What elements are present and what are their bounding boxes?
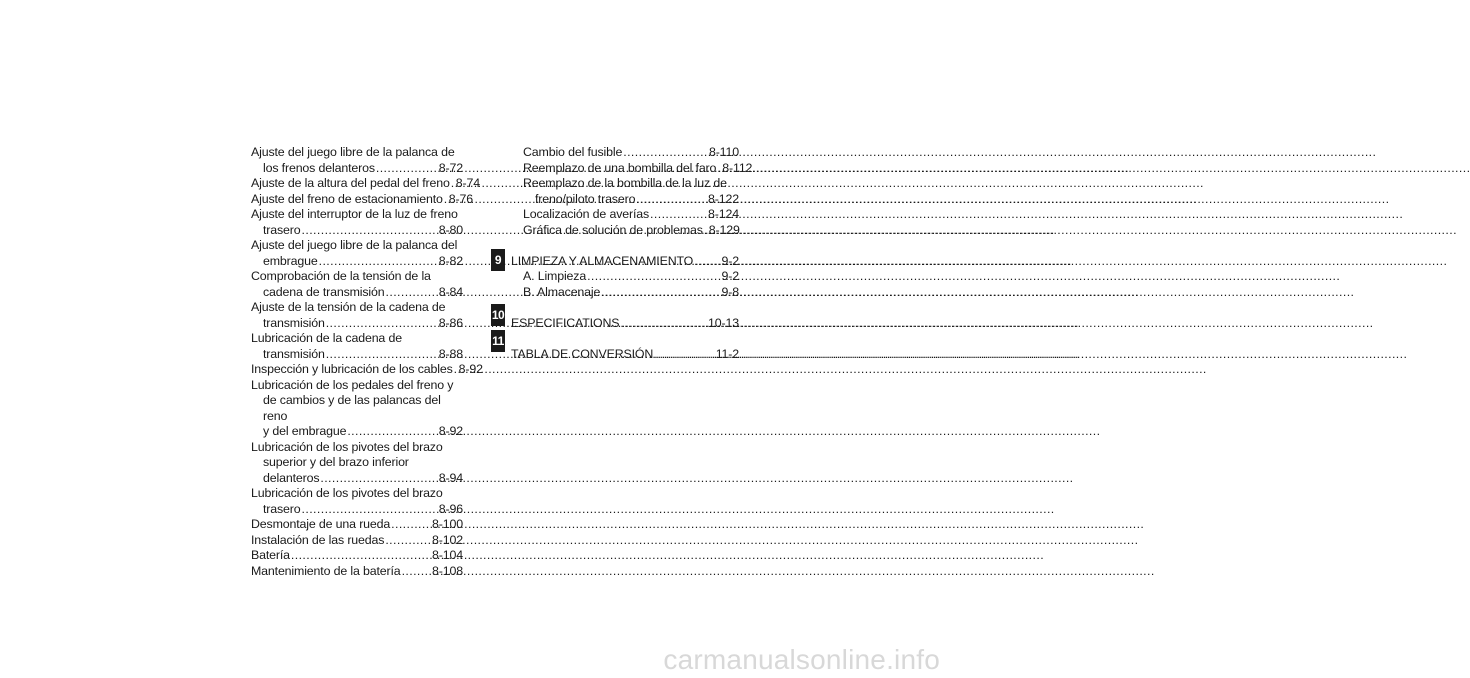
toc-entry-title: Gráfica de solución de problemas [523, 222, 703, 237]
toc-entry-title: B. Almacenaje [523, 284, 601, 299]
toc-entry[interactable] [251, 440, 463, 487]
toc-entry-title: Cambio del fusible [523, 145, 623, 159]
toc-entry[interactable] [251, 238, 463, 269]
dot-leader [291, 548, 431, 564]
dot-leader [376, 161, 438, 177]
toc-entry-title: cadena de transmisión [263, 284, 385, 299]
toc-entry-line: Comprobación de la tensión de la [251, 269, 431, 283]
toc-entry[interactable] [511, 176, 739, 207]
chapter-tab-9[interactable]: 9 [491, 249, 505, 271]
toc-entry-title: los frenos delanteros [263, 160, 375, 175]
chapter-tab-11[interactable]: 11 [491, 330, 505, 352]
toc-entry-page: 8-129 [708, 222, 740, 237]
toc-entry[interactable] [251, 517, 463, 533]
toc-entry-last-line[interactable] [251, 316, 463, 332]
toc-entry-last-line[interactable] [251, 502, 463, 518]
toc-entry-last-line[interactable] [251, 223, 463, 239]
toc-entry-last-line[interactable] [251, 517, 463, 533]
toc-entry-page: 8-76 [448, 191, 473, 206]
dot-leader [636, 192, 707, 208]
toc-entry-page: 8-122 [708, 191, 739, 206]
toc-entry-page: 8-112 [722, 160, 753, 175]
toc-entry-last-line[interactable] [251, 176, 480, 192]
toc-entry-last-line[interactable] [251, 533, 463, 549]
dot-leader [326, 316, 438, 332]
toc-entry-line: superior y del brazo inferior [263, 455, 409, 469]
toc-entry-title: Localización de averías [523, 207, 650, 221]
dot-leader [717, 161, 721, 177]
dot-leader [385, 533, 431, 549]
dot-leader [386, 285, 438, 301]
toc-entry-title: transmisión [263, 315, 325, 330]
toc-entry-last-line[interactable] [251, 254, 463, 270]
toc-entry-title: Reemplazo de una bombilla del faro [523, 160, 717, 175]
toc-left-column [251, 145, 483, 579]
chapter-tab-10[interactable]: 10 [491, 304, 505, 326]
toc-entry-page: 9-8 [721, 284, 739, 299]
toc-entry-last-line[interactable] [251, 347, 463, 363]
toc-entry-title: transmisión [263, 346, 325, 361]
dot-leader [391, 517, 431, 533]
toc-entry-page: 8-110 [708, 145, 739, 159]
toc-entry-line: Lubricación de los pedales del freno y [251, 377, 454, 392]
toc-entry-title: freno/piloto trasero [535, 191, 636, 206]
dot-leader [454, 362, 458, 378]
toc-entry-page: 8-102 [432, 532, 463, 547]
toc-entry-last-line[interactable] [523, 145, 739, 161]
toc-entry-title: trasero [263, 222, 301, 237]
toc-entry-page: 9-2 [721, 269, 739, 283]
toc-entry-chapter10[interactable]: ESPECIFICATIONS ..... 10-13 [511, 316, 739, 332]
dot-leader [302, 502, 438, 518]
toc-entry-page: 8-100 [432, 517, 463, 531]
dot-leader [587, 269, 720, 285]
toc-entry-last-line[interactable] [251, 548, 463, 564]
toc-entry[interactable] [511, 223, 739, 239]
toc-entry-last-line[interactable] [251, 191, 473, 208]
toc-entry-last-line[interactable] [523, 223, 739, 239]
toc-entry[interactable] [251, 378, 463, 440]
toc-subentry[interactable] [511, 269, 739, 285]
toc-entry[interactable] [251, 300, 463, 331]
toc-entry-last-line[interactable] [523, 192, 739, 208]
toc-entry-title: Desmontaje de una rueda [251, 517, 391, 531]
toc-entry-title: trasero [263, 501, 301, 516]
dot-leader [347, 424, 437, 440]
toc-entry-title: Mantenimiento de la batería [251, 563, 401, 578]
toc-entry-page: 8-84 [438, 284, 463, 299]
toc-entry-last-line[interactable] [251, 471, 463, 487]
toc-entry[interactable] [251, 331, 463, 362]
toc-entry-page: 8-82 [438, 253, 463, 268]
toc-entry-line: Reemplazo de la bombilla de la luz de [523, 176, 727, 190]
toc-entry[interactable] [251, 486, 463, 517]
toc-entry-line: Ajuste del interruptor de la luz de freno [251, 207, 458, 221]
toc-entry-title: Ajuste del freno de estacionamiento [251, 191, 443, 206]
toc-entry[interactable] [251, 269, 463, 300]
toc-entry-title: embrague [263, 253, 318, 268]
dot-leader [451, 176, 455, 192]
toc-entry-page: 8-80 [438, 222, 463, 237]
toc-entry-line: Ajuste del juego libre de la palanca de [251, 145, 455, 159]
toc-entry-page: 8-74 [455, 176, 480, 190]
toc-entry[interactable] [511, 160, 753, 177]
dot-leader [444, 192, 448, 208]
dot-leader [623, 145, 708, 161]
toc-entry-page: 8-104 [432, 548, 463, 562]
toc-entry-last-line[interactable] [251, 161, 463, 177]
toc-entry-last-line[interactable] [523, 207, 739, 223]
toc-subentry[interactable] [511, 285, 739, 301]
toc-entry-page: 8-72 [438, 160, 463, 175]
toc-entry-last-line[interactable] [251, 424, 463, 440]
toc-entry-page: 8-92 [458, 362, 483, 376]
toc-entry-line: Ajuste del juego libre de la palanca del [251, 238, 458, 252]
dot-leader [302, 223, 438, 239]
watermark: carmanualsonline.info [663, 644, 940, 675]
toc-entry-chapter9[interactable]: LIMPIEZA Y ALMACENAMIENTO ..... 9-2 [511, 254, 739, 270]
toc-chapter8-continued [511, 145, 753, 238]
dot-leader [402, 564, 431, 580]
toc-entry-title: y del embrague [263, 424, 347, 438]
toc-entry[interactable] [251, 176, 480, 192]
toc-entry-page: 8-92 [438, 424, 463, 438]
toc-entry-page: 8-88 [438, 346, 463, 361]
dot-leader [704, 223, 708, 239]
toc-entry-page: 8-124 [708, 207, 739, 221]
toc-entry-last-line[interactable] [523, 160, 753, 177]
toc-chapter9 [511, 254, 739, 301]
toc-entry-title: Batería [251, 548, 290, 562]
toc-entry-last-line[interactable] [251, 564, 463, 580]
dot-leader [320, 471, 437, 487]
toc-entry-title: Instalación de las ruedas [251, 532, 385, 547]
dot-leader [326, 347, 438, 363]
toc-entry[interactable] [511, 207, 739, 223]
toc-entry-page: 8-108 [432, 563, 463, 578]
dot-leader [319, 254, 438, 270]
toc-entry[interactable] [251, 533, 463, 549]
dot-leader [650, 207, 707, 223]
toc-entry-last-line[interactable] [251, 285, 463, 301]
toc-entry-line: de cambios y de las palancas del reno [263, 393, 441, 423]
toc-entry-line: Ajuste de la tensión de la cadena de [251, 300, 446, 314]
toc-entry-title: delanteros [263, 470, 320, 485]
toc-entry-title: Inspección y lubricación de los cables [251, 362, 453, 376]
toc-entry-chapter11[interactable]: TABLA DE CONVERSIÓN ..... 11-2 [511, 347, 739, 363]
toc-entry-last-line[interactable] [251, 362, 483, 378]
toc-entry-page: 8-94 [438, 470, 463, 485]
toc-entry-line: Lubricación de la cadena de [251, 331, 402, 345]
toc-entry-page: 8-96 [438, 501, 463, 516]
toc-entry[interactable] [251, 564, 463, 580]
toc-entry[interactable] [251, 362, 483, 378]
toc-entry[interactable] [251, 548, 463, 564]
toc-entry[interactable] [251, 145, 463, 176]
toc-right-column [511, 145, 753, 362]
toc-entry[interactable] [251, 207, 463, 238]
toc-entry[interactable] [251, 191, 473, 208]
toc-entry-title: Ajuste de la altura del pedal del freno [251, 176, 450, 190]
toc-entry-title: A. Limpieza [523, 269, 587, 283]
toc-entry-line: Lubricación de los pivotes del brazo [251, 439, 443, 454]
toc-entry-line: Lubricación de los pivotes del brazo [251, 486, 443, 500]
toc-entry[interactable] [511, 145, 739, 161]
toc-entry-page: 8-86 [438, 315, 463, 330]
dot-leader [601, 285, 720, 301]
